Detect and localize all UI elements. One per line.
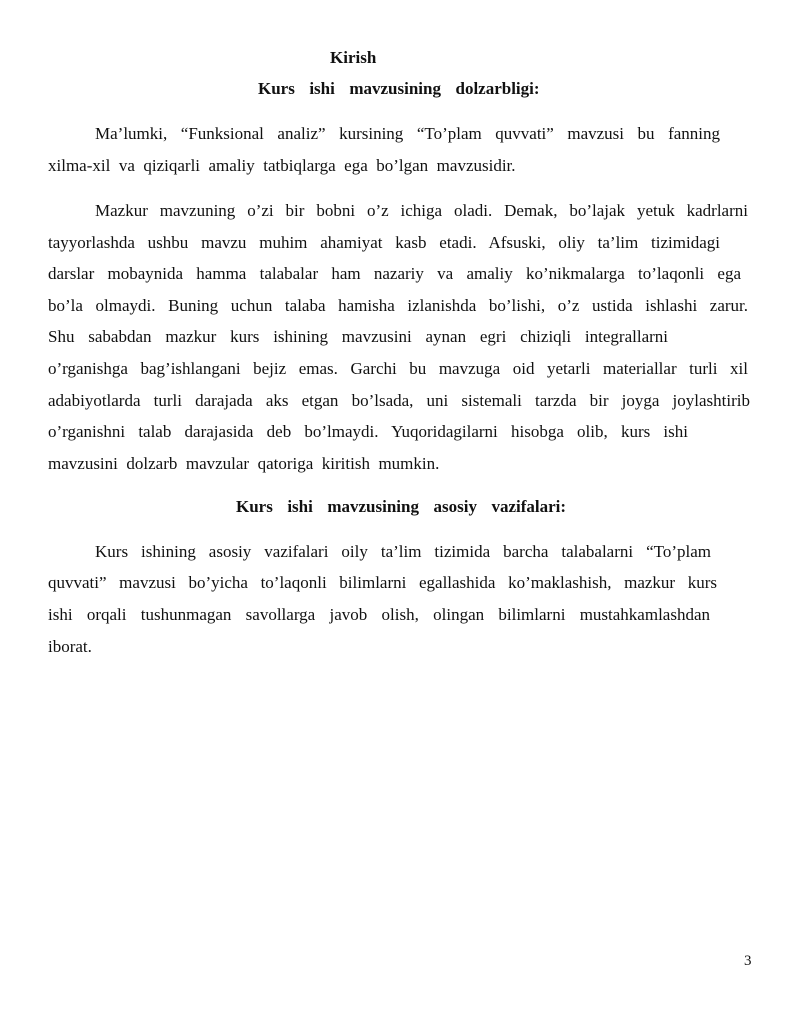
paragraph-line: mavzusini dolzarb mavzular qatoriga kiritish mumkin. [48,454,440,473]
paragraph-line: xilma-xil va qiziqarli amaliy tatbiqlarga ega bo’lgan mavzusidir. [48,156,516,175]
paragraph-line: darslar mobaynida hamma talabalar ham nazariy va amaliy ko’nikmalarga to’laqonli ega [48,264,741,283]
section-title-vazifalari: Kurs ishi mavzusining asosiy vazifalari: [236,497,567,516]
paragraph-line: o’rganishni talab darajasida deb bo’lmaydi. Yuqoridagilarni hisobga olib, kurs ishi [48,422,688,441]
paragraph-line: ishi orqali tushunmagan savollarga javob olish, olingan bilimlarni mustahkamlashdan [48,605,710,624]
paragraph-line: Shu sababdan mazkur kurs ishining mavzusini aynan egri chiziqli integrallarni [48,327,668,346]
paragraph-line: tayyorlashda ushbu mavzu muhim ahamiyat kasb etadi. Afsuski, oliy ta’lim tizimidagi [48,233,720,252]
paragraph-line: iborat. [48,637,92,656]
paragraph-line: bo’la olmaydi. Buning uchun talaba hamisha izlanishda bo’lishi, o’z ustida ishlashi zarur. [48,296,748,315]
paragraph-line: Kurs ishining asosiy vazifalari oily ta’lim tizimida barcha talabalarni “To’plam [95,542,711,561]
section-title-dolzarbligi: Kurs ishi mavzusining dolzarbligi: [258,79,540,98]
heading-kirish: Kirish [330,48,377,67]
paragraph-line: adabiyotlarda turli darajada aks etgan bo’lsada, uni sistemali tarzda bir joyga joylashtirib [48,391,750,410]
paragraph-line: Ma’lumki, “Funksional analiz” kursining “To’plam quvvati” mavzusi bu fanning [95,124,720,143]
paragraph-line: Mazkur mavzuning o’zi bir bobni o’z ichiga oladi. Demak, bo’lajak yetuk kadrlarni [95,201,748,220]
paragraph-line: o’rganishga bag’ishlangani bejiz emas. Garchi bu mavzuga oid yetarli materiallar turli xil [48,359,748,378]
page-number: 3 [744,953,752,969]
paragraph-line: quvvati” mavzusi bo’yicha to’laqonli bilimlarni egallashida ko’maklashish, mazkur kurs [48,573,717,592]
